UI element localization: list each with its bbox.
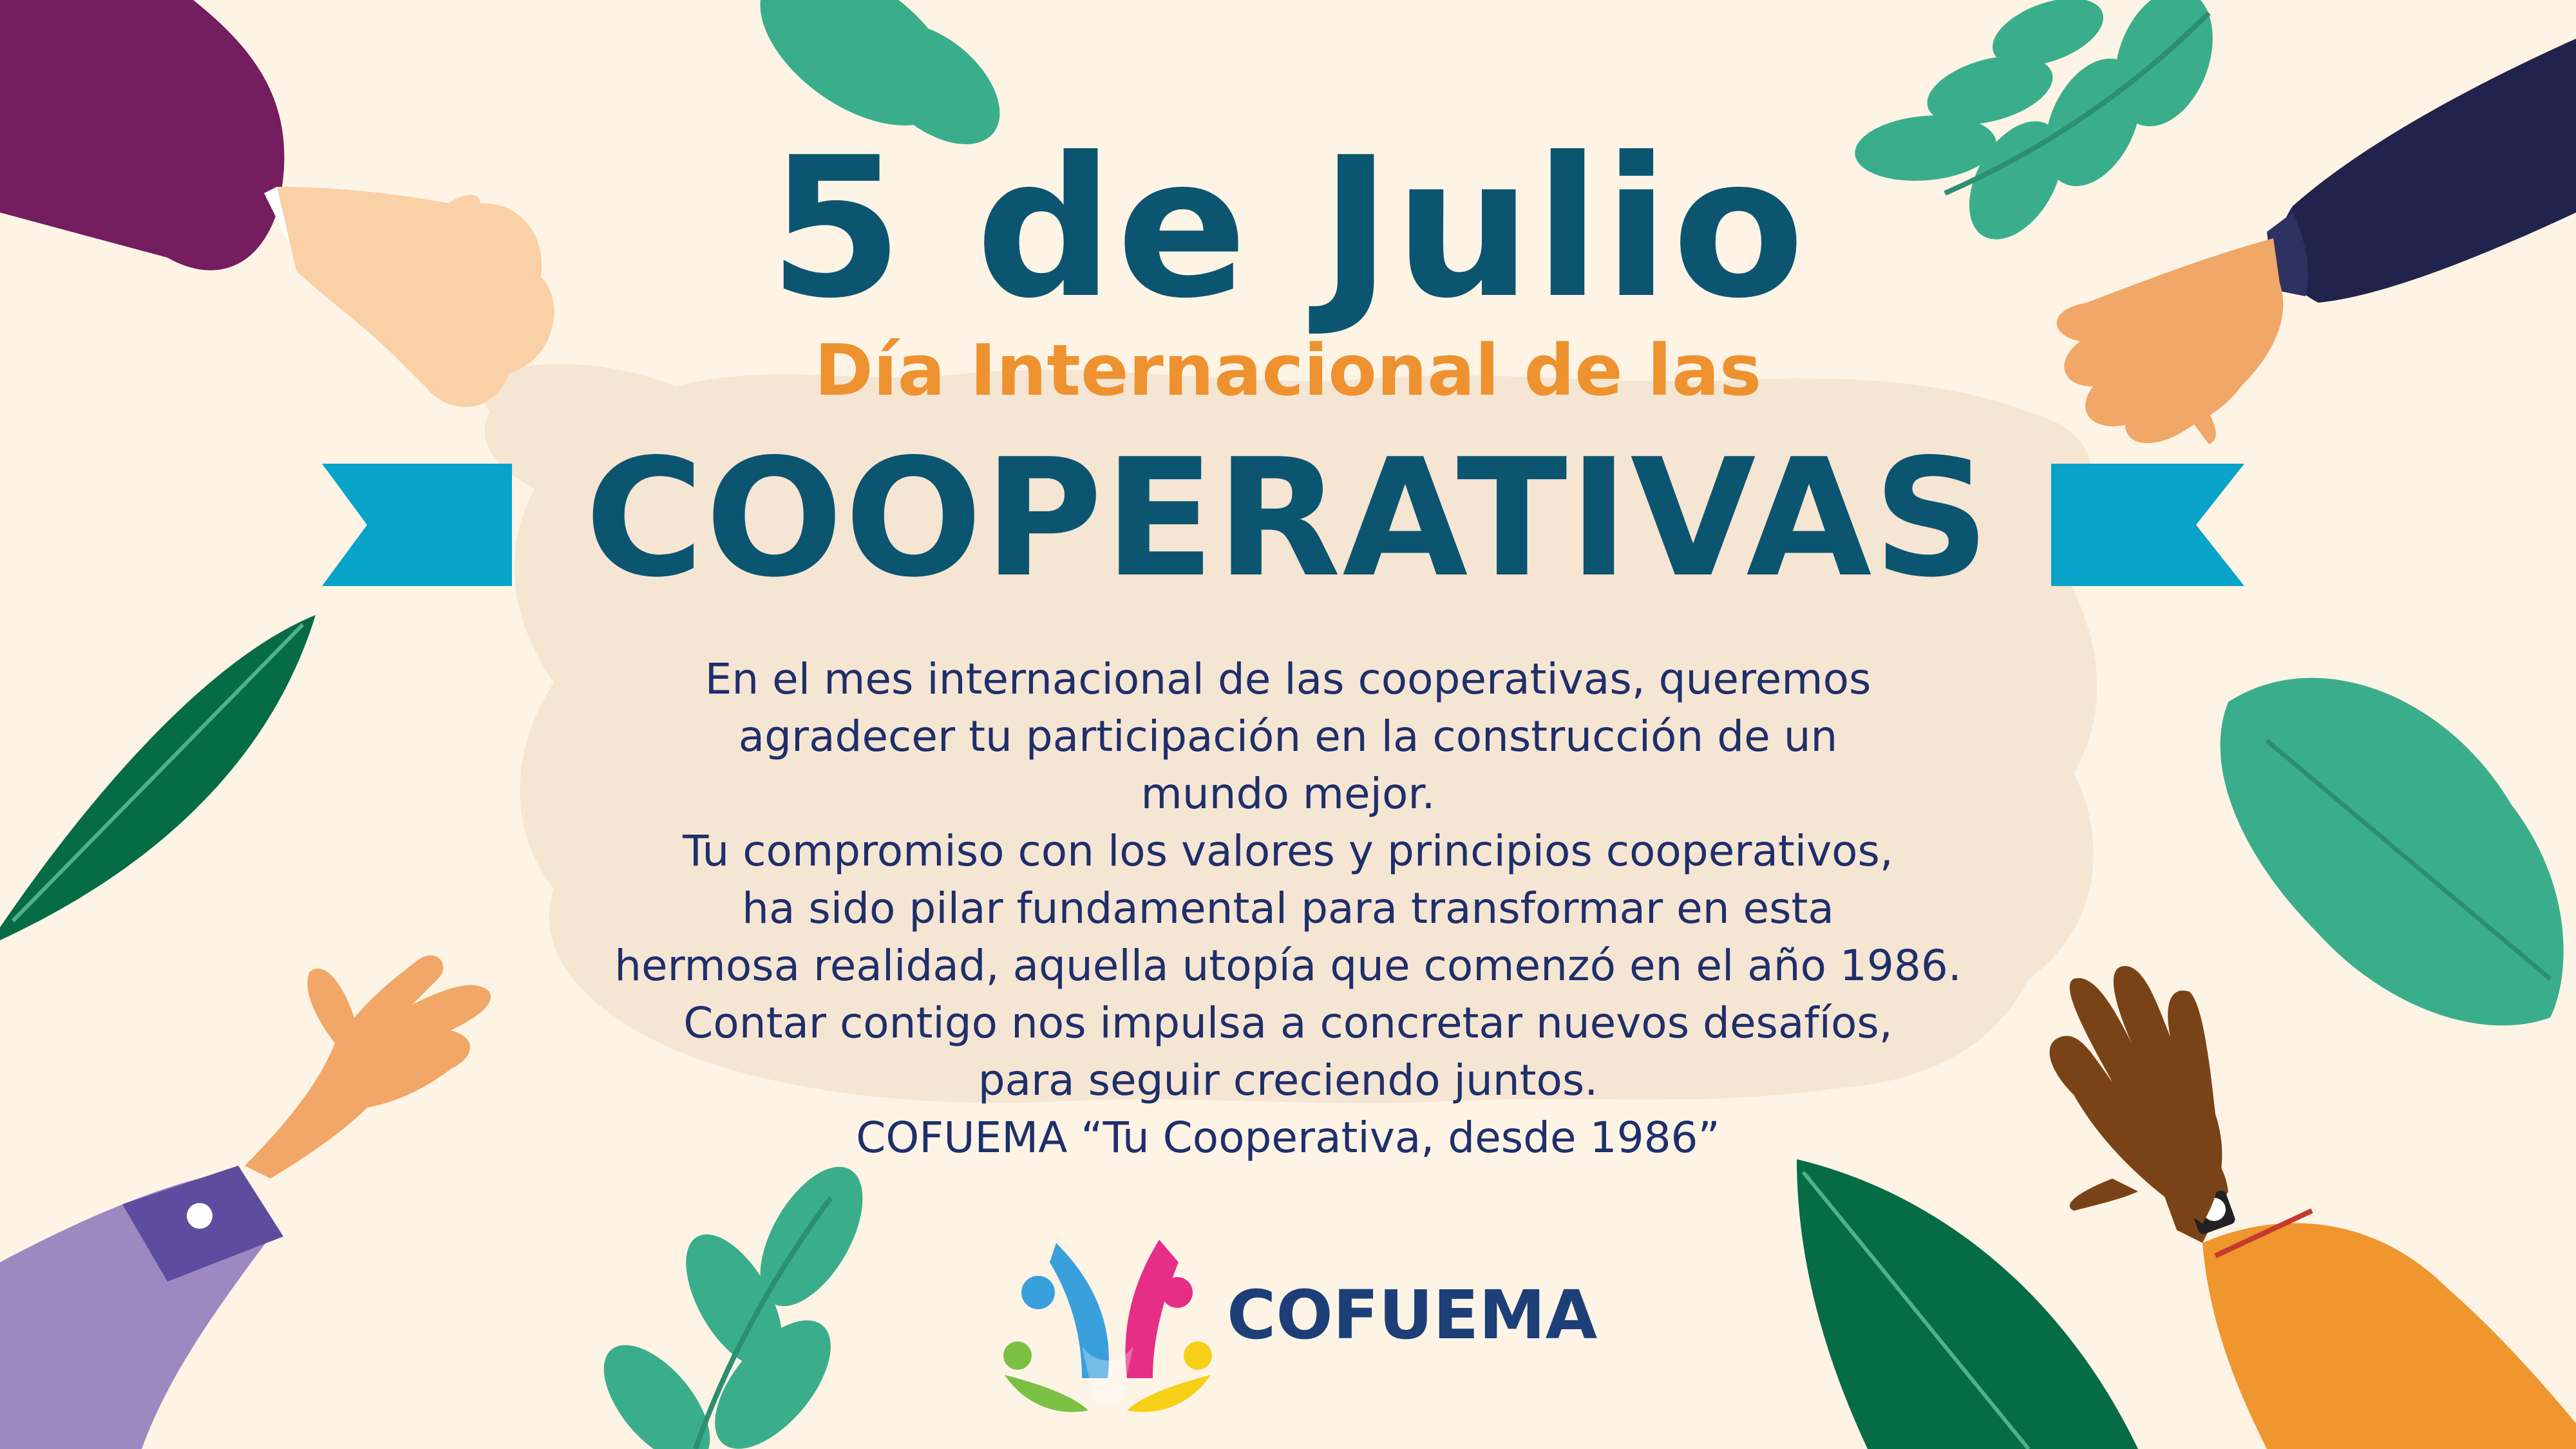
hand-icon-bottom-right [2050, 966, 2576, 1449]
message-line: ha sido pilar fundamental para transformar en esta [742, 884, 1834, 933]
brand-logo-text: COFUEMA [1227, 1276, 1598, 1354]
hand-icon-bottom-left [0, 955, 491, 1449]
leaf-icon-right-light [2221, 678, 2564, 1026]
message-line: hermosa realidad, aquella utopía que comenzó en el año 1986. [614, 941, 1962, 990]
main-title: COOPERATIVAS [585, 424, 1991, 613]
leaf-icon-left-dark [0, 615, 316, 940]
message-line: agradecer tu participación en la construcción de un [738, 712, 1838, 761]
subtitle: Día Internacional de las [814, 329, 1762, 412]
date-title: 5 de Julio [768, 116, 1808, 341]
message-line: COFUEMA “Tu Cooperativa, desde 1986” [856, 1113, 1720, 1162]
message-line: para seguir creciendo juntos. [978, 1056, 1598, 1105]
cofuema-logo-icon [1003, 1240, 1212, 1412]
message-line: Contar contigo nos impulsa a concretar nuevos desafíos, [683, 998, 1893, 1048]
message-line: En el mes internacional de las cooperativas, queremos [705, 654, 1871, 704]
message-line: Tu compromiso con los valores y principios cooperativos, [683, 826, 1893, 876]
leaf-icon-bottom-left [584, 1150, 884, 1449]
message-text [451, 650, 2125, 1166]
message-line: mundo mejor. [1141, 769, 1435, 819]
